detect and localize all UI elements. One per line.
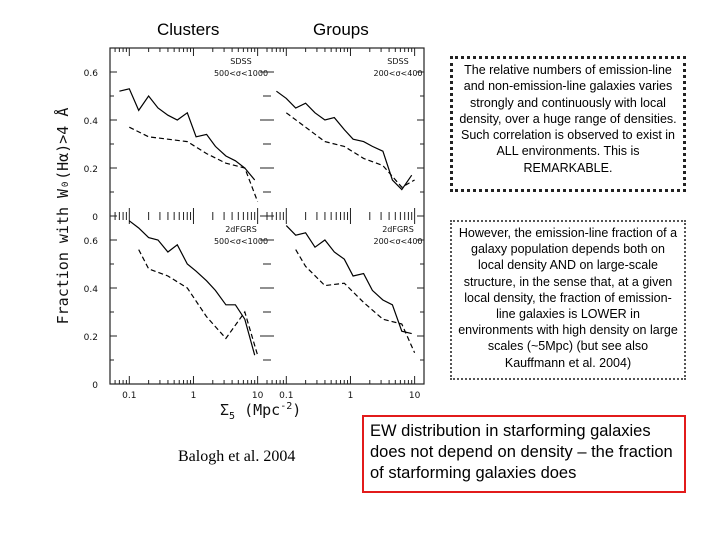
- note-bottom-text: EW distribution in starforming galaxies does not depend on density – the fraction of starforming galaxies does: [370, 422, 673, 482]
- bottom-left-ytick-label: 0.4: [83, 285, 98, 295]
- note-top-box: [450, 56, 686, 192]
- top-left-dashed-series-line: [129, 127, 257, 201]
- bottom-left-ytick-label: 0.2: [83, 333, 98, 343]
- clusters-header: Clusters: [157, 20, 220, 39]
- top-right-survey-label: SDSS: [387, 57, 409, 66]
- citation: Balogh et al. 2004: [178, 448, 296, 465]
- top-left-ytick-label: 0.2: [83, 165, 98, 175]
- bottom-left-xtick-label: 1: [190, 391, 197, 401]
- bottom-left-xtick-label: 0.1: [122, 391, 137, 401]
- note-bottom-box: [362, 415, 686, 493]
- bottom-right-xtick-label: 0.1: [279, 391, 294, 401]
- bottom-left-range-label: 500<σ<1000: [213, 237, 269, 246]
- bottom-right-xtick-label: 10: [408, 391, 421, 401]
- x-axis-label: $\Sigma_5$ (Mpc$^{-2}$): [220, 401, 302, 422]
- bottom-left-ytick-label: 0.6: [83, 237, 98, 247]
- note-middle-box: [450, 220, 686, 380]
- bottom-left-dashed-series-line: [139, 250, 258, 356]
- note-top-text: The relative numbers of emission-line and non-emission-line galaxies varies strongly and continuously with local density, over a huge range of densities. Such correlation is observed to exist in ALL environments. This is REMARKABLE.: [459, 63, 677, 175]
- bottom-left-xtick-label: 10: [251, 391, 264, 401]
- top-left-solid-series-line: [119, 89, 254, 180]
- y-axis-label: Fraction with W₀(Hα)>4 Å: [54, 107, 72, 325]
- bottom-right-survey-label: 2dFGRS: [382, 225, 414, 234]
- bottom-right-xtick-label: 1: [347, 391, 354, 401]
- top-right-range-label: 200<σ<400: [373, 69, 423, 78]
- groups-header: Groups: [313, 20, 369, 39]
- bottom-right-range-label: 200<σ<400: [373, 237, 423, 246]
- top-left-survey-label: SDSS: [230, 57, 252, 66]
- bottom-right-dashed-series-line: [296, 250, 415, 353]
- top-left-ytick-label: 0.4: [83, 117, 98, 127]
- top-right-dashed-series-line: [286, 113, 414, 187]
- top-left-ytick-label: 0: [92, 213, 98, 223]
- bottom-left-ytick-label: 0: [92, 381, 98, 391]
- top-left-range-label: 500<σ<1000: [213, 69, 269, 78]
- bottom-left-survey-label: 2dFGRS: [225, 225, 257, 234]
- note-middle-text: However, the emission-line fraction of a galaxy population depends both on local density AND on large-scale structure, in the sense that, at a given local density, the fraction of emission-line galaxies is LOWER in environments with high density on large scales (~5Mpc) (but see also Kauffmann et al. 2004): [458, 226, 678, 370]
- top-left-ytick-label: 0.6: [83, 69, 98, 79]
